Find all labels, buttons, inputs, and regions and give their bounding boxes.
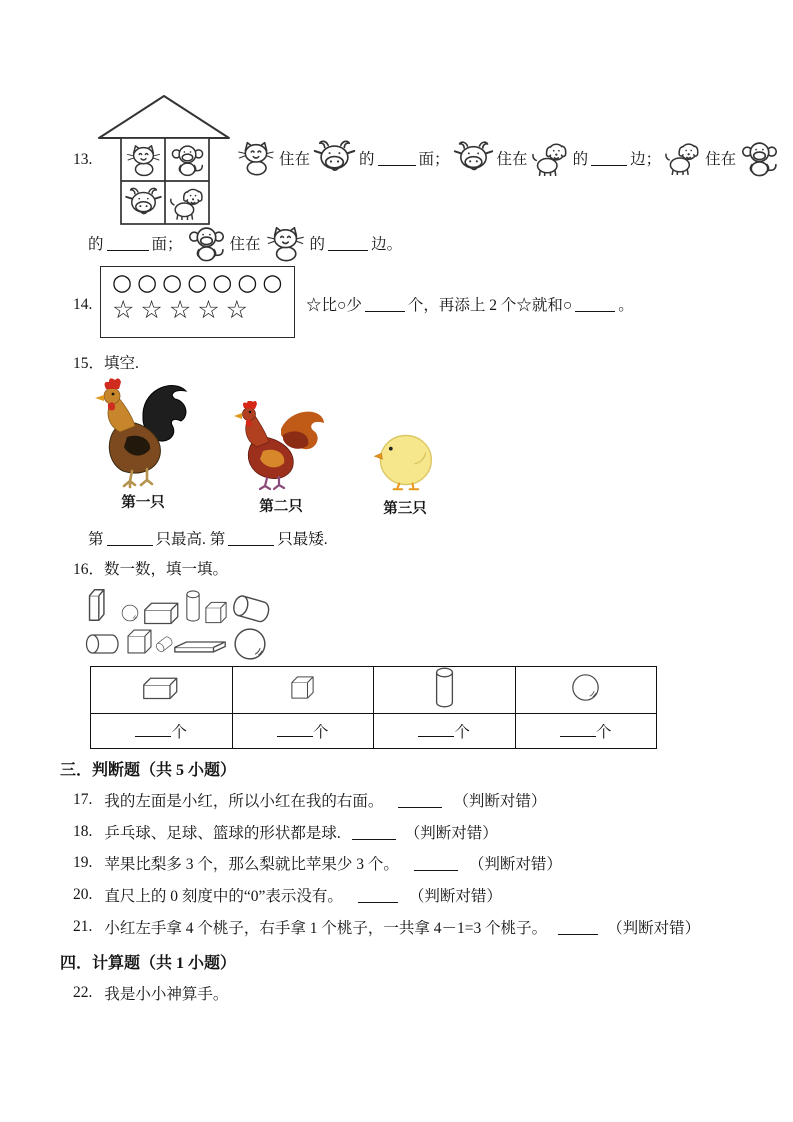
- rooster-2-image: [227, 401, 331, 491]
- judge-suffix: （判断对错）: [404, 825, 498, 842]
- q15-header: 15．填空.: [73, 355, 139, 372]
- q14-line: [306, 293, 634, 315]
- cuboid-icon: [142, 676, 180, 700]
- rooster-1-image: [87, 377, 197, 489]
- unit-label: 个: [171, 724, 187, 741]
- q13-text: 住在: [279, 151, 311, 168]
- judge-suffix: （判断对错）: [468, 856, 562, 873]
- flat-cuboid-icon: [173, 639, 227, 654]
- answer-blank: [358, 888, 398, 903]
- cube-icon: [290, 674, 315, 701]
- question-20: [73, 884, 502, 906]
- star-row: ☆☆☆☆☆: [112, 294, 255, 324]
- q15-line: [88, 527, 328, 549]
- judge-suffix: （判断对错）: [607, 920, 701, 937]
- shapes-count-table: [90, 666, 657, 749]
- judge-suffix: （判断对错）: [453, 793, 547, 810]
- shapes-figure: [85, 586, 290, 664]
- question-number: 22.: [73, 984, 93, 1001]
- monkey-icon: [186, 225, 227, 262]
- question-text: 我是小小神算手。: [104, 986, 229, 1003]
- answer-blank: [328, 236, 368, 251]
- chickens-figure: [85, 377, 457, 519]
- cow-icon: [453, 140, 494, 176]
- q13-text: 边。: [371, 236, 403, 253]
- q13-text: 的: [88, 236, 104, 253]
- q16-header: 16．数一数，填一填。: [73, 561, 229, 578]
- cube-icon: [204, 600, 228, 625]
- question-number: 19.: [73, 854, 93, 871]
- section4-title: 四．计算题（共 1 小题）: [60, 955, 237, 972]
- q13-text: 面；: [418, 151, 450, 168]
- question-number: 21.: [73, 918, 93, 935]
- q13-text: 面；: [151, 236, 183, 253]
- question-text: 我的左面是小红，所以小红在我的右面。: [104, 793, 384, 810]
- sphere-icon: [233, 627, 267, 661]
- question-number: 20.: [73, 886, 93, 903]
- answer-blank: [591, 151, 627, 166]
- q13-text: 的: [309, 236, 326, 253]
- answer-blank: [352, 825, 396, 840]
- dog-icon: [664, 141, 702, 175]
- table-cell-sphere: [515, 667, 657, 714]
- cylinder-icon: [185, 589, 201, 623]
- answer-blank: [228, 531, 274, 546]
- count-cell: [232, 714, 374, 749]
- chicken-label: 第二只: [259, 499, 303, 515]
- cow-icon: [313, 139, 356, 177]
- q13-text: 住在: [705, 151, 737, 168]
- lying-cylinder-icon: [85, 631, 121, 657]
- cat-icon: [264, 225, 307, 262]
- answer-blank: [418, 722, 454, 737]
- unit-label: 个: [312, 724, 329, 741]
- q15-text: 第: [88, 531, 104, 548]
- cat-icon: [236, 140, 276, 176]
- question-number: 17.: [73, 791, 93, 808]
- q13-text: 的: [572, 151, 589, 168]
- table-cell-cylinder: [374, 667, 516, 714]
- q14-text: ☆比○少: [306, 297, 362, 314]
- answer-blank: [107, 236, 149, 251]
- chicken-label: 第一只: [121, 495, 165, 511]
- q14-text: 个，再添上 2 个☆就和○: [407, 297, 573, 314]
- question-text: 乒乓球、足球、篮球的形状都是球.: [104, 825, 341, 842]
- question-text: 直尺上的 0 刻度中的“0”表示没有。: [104, 888, 343, 905]
- q13-line1: [236, 135, 780, 181]
- dog-icon: [531, 141, 570, 176]
- question-18: [73, 821, 498, 843]
- count-cell: [91, 714, 233, 749]
- question-17: [73, 789, 546, 811]
- answer-blank: [135, 722, 171, 737]
- house-figure: [93, 92, 235, 228]
- question-text: 苹果比梨多 3 个，那么梨就比苹果少 3 个。: [104, 856, 399, 873]
- answer-blank: [575, 297, 615, 312]
- q13-line2: [88, 221, 402, 265]
- q15-text: 只最高. 第: [155, 531, 226, 548]
- q13-text: 住在: [496, 151, 528, 168]
- chicken-label: 第三只: [383, 501, 427, 517]
- cuboid-icon: [143, 601, 181, 625]
- q13-text: 边；: [630, 151, 662, 168]
- count-cell: [515, 714, 657, 749]
- question-22: [73, 982, 228, 1004]
- answer-blank: [107, 531, 153, 546]
- question-text: 小红左手拿 4 个桃子，右手拿 1 个桃子，一共拿 4－1=3 个桃子。: [104, 920, 548, 937]
- answer-blank: [398, 793, 442, 808]
- q14-number: 14.: [73, 296, 93, 313]
- unit-label: 个: [595, 724, 612, 741]
- q15-text: 只最矮.: [277, 531, 328, 548]
- q13-text: 的: [359, 151, 375, 168]
- question-21: [73, 916, 700, 938]
- tilted-cylinder-icon: [229, 592, 274, 626]
- count-cell: [374, 714, 516, 749]
- house-roof: [99, 96, 229, 138]
- table-cell-cube: [232, 667, 374, 714]
- tall-cuboid-icon: [87, 588, 109, 622]
- unit-label: 个: [454, 724, 470, 741]
- q13-text: 住在: [229, 236, 261, 253]
- circle-row: ○○○○○○○: [112, 270, 288, 296]
- q13-number: 13.: [73, 151, 93, 168]
- cylinder-icon: [434, 667, 455, 708]
- monkey-icon: [739, 140, 780, 177]
- sphere-icon: [121, 604, 139, 622]
- q14-figure: [100, 266, 295, 338]
- answer-blank: [560, 722, 596, 737]
- q14-text: 。: [618, 297, 634, 314]
- question-19: [73, 852, 562, 874]
- table-cell-cuboid: [91, 667, 233, 714]
- judge-suffix: （判断对错）: [408, 888, 502, 905]
- answer-blank: [558, 920, 598, 935]
- answer-blank: [414, 856, 458, 871]
- question-number: 18.: [73, 823, 93, 840]
- section3-title: 三．判断题（共 5 小题）: [60, 762, 237, 779]
- chick-image: [371, 429, 437, 491]
- sphere-icon: [571, 673, 600, 702]
- cube-icon: [126, 627, 153, 656]
- answer-blank: [378, 151, 416, 166]
- answer-blank: [365, 297, 405, 312]
- answer-blank: [277, 722, 313, 737]
